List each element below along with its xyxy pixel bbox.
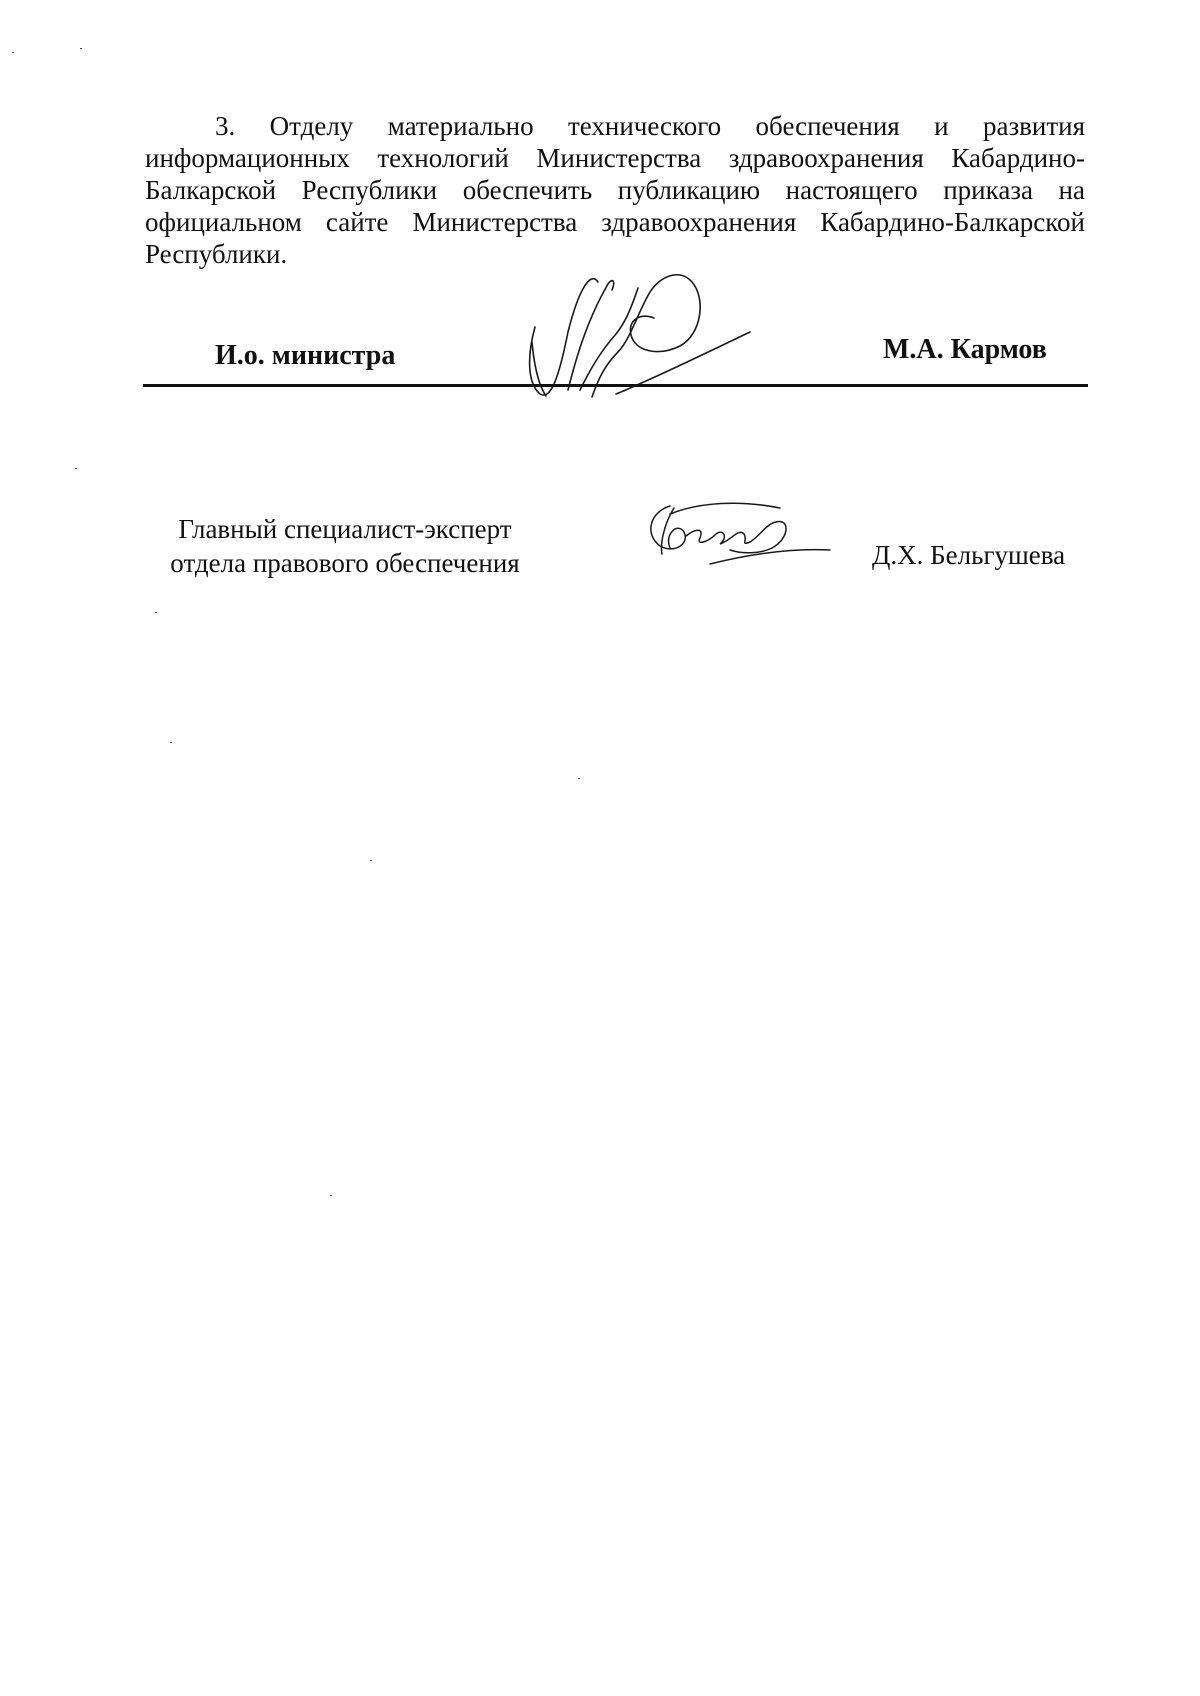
- paragraph-line: Балкарской Республики обеспечить публикацию настоящего приказа на: [145, 175, 1085, 205]
- expert-title-line: отдела правового обеспечения: [170, 548, 520, 578]
- scan-speck: [12, 52, 14, 53]
- expert-signature: [640, 494, 840, 574]
- paragraph-line: информационных технологий Министерства здравоохранения Кабардино-: [145, 143, 1085, 173]
- scan-speck: [155, 612, 157, 613]
- paragraph-line: официальном сайте Министерства здравоохранения Кабардино-Балкарской: [145, 207, 1085, 237]
- scan-speck: [170, 742, 172, 743]
- scan-speck: [578, 778, 580, 779]
- expert-name: Д.Х. Бельгушева: [872, 540, 1066, 570]
- signature-divider: [143, 384, 1088, 387]
- expert-title-line: Главный специалист-эксперт: [178, 514, 512, 544]
- minister-role: И.о. министра: [215, 340, 396, 371]
- scan-speck: [330, 1195, 332, 1196]
- minister-name: М.А. Кармов: [883, 334, 1047, 365]
- scan-speck: [370, 860, 372, 861]
- paragraph-line: Республики.: [145, 239, 288, 269]
- paragraph-line: 3. Отделу материально технического обеспечения и развития: [215, 111, 1085, 141]
- scan-speck: [80, 48, 82, 49]
- paragraph-item-3: [145, 110, 1085, 270]
- scan-speck: [75, 468, 77, 469]
- expert-title: [150, 512, 540, 580]
